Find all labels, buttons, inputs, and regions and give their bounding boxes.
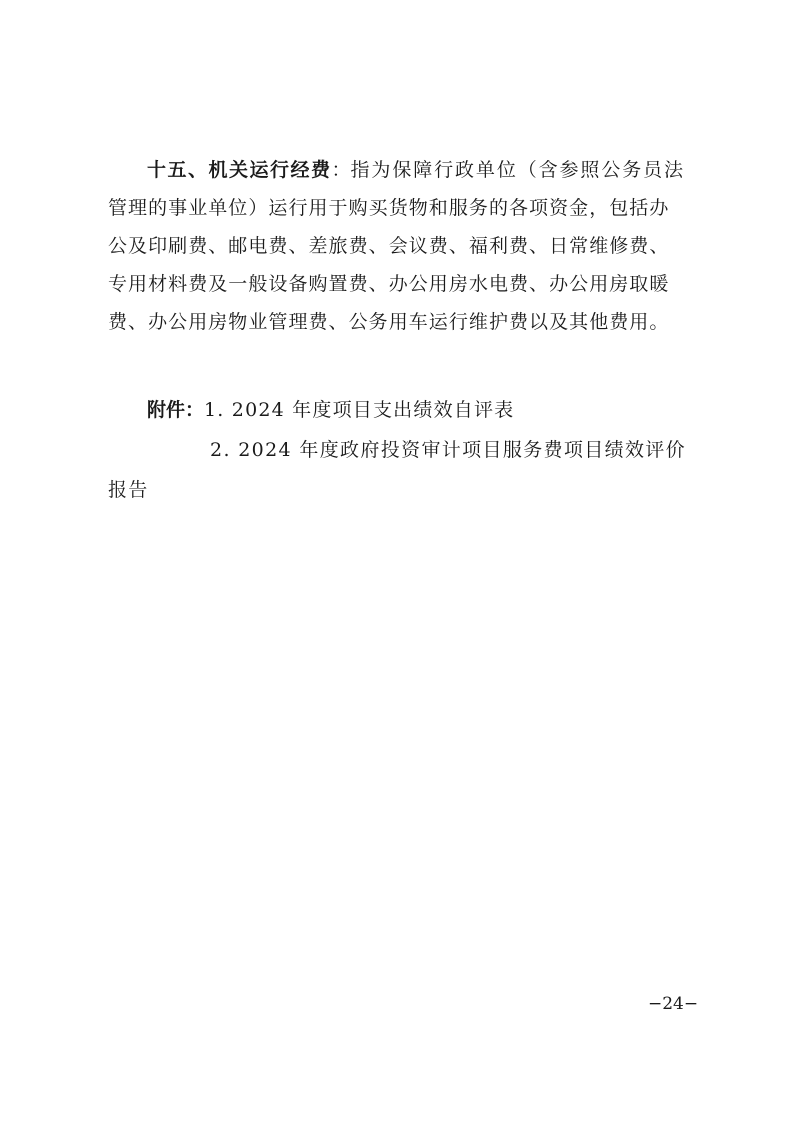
page-number: −24− bbox=[648, 994, 699, 1014]
section-line-2: 管理的事业单位）运行用于购买货物和服务的各项资金，包括办 bbox=[108, 197, 670, 219]
section-line-1: 指为保障行政单位（含参照公务员法 bbox=[350, 159, 685, 181]
attachment-item-2-line-1: 2. 2024 年度政府投资审计项目服务费项目绩效评价 bbox=[210, 439, 687, 461]
section-first-line bbox=[147, 156, 685, 184]
attachment-line-1 bbox=[147, 396, 514, 424]
attachment-item-1: 1. 2024 年度项目支出绩效自评表 bbox=[204, 399, 515, 421]
section-heading: 十五、机关运行经费 bbox=[147, 159, 332, 181]
section-line-4: 专用材料费及一般设备购置费、办公用房水电费、办公用房取暖 bbox=[108, 273, 670, 295]
attachments-label: 附件： bbox=[147, 399, 205, 421]
section-heading-colon: ： bbox=[331, 159, 351, 181]
section-line-5: 费、办公用房物业管理费、公务用车运行维护费以及其他费用。 bbox=[108, 311, 670, 333]
section-line-3: 公及印刷费、邮电费、差旅费、会议费、福利费、日常维修费、 bbox=[108, 235, 670, 257]
attachment-item-2-line-2: 报告 bbox=[108, 479, 149, 501]
